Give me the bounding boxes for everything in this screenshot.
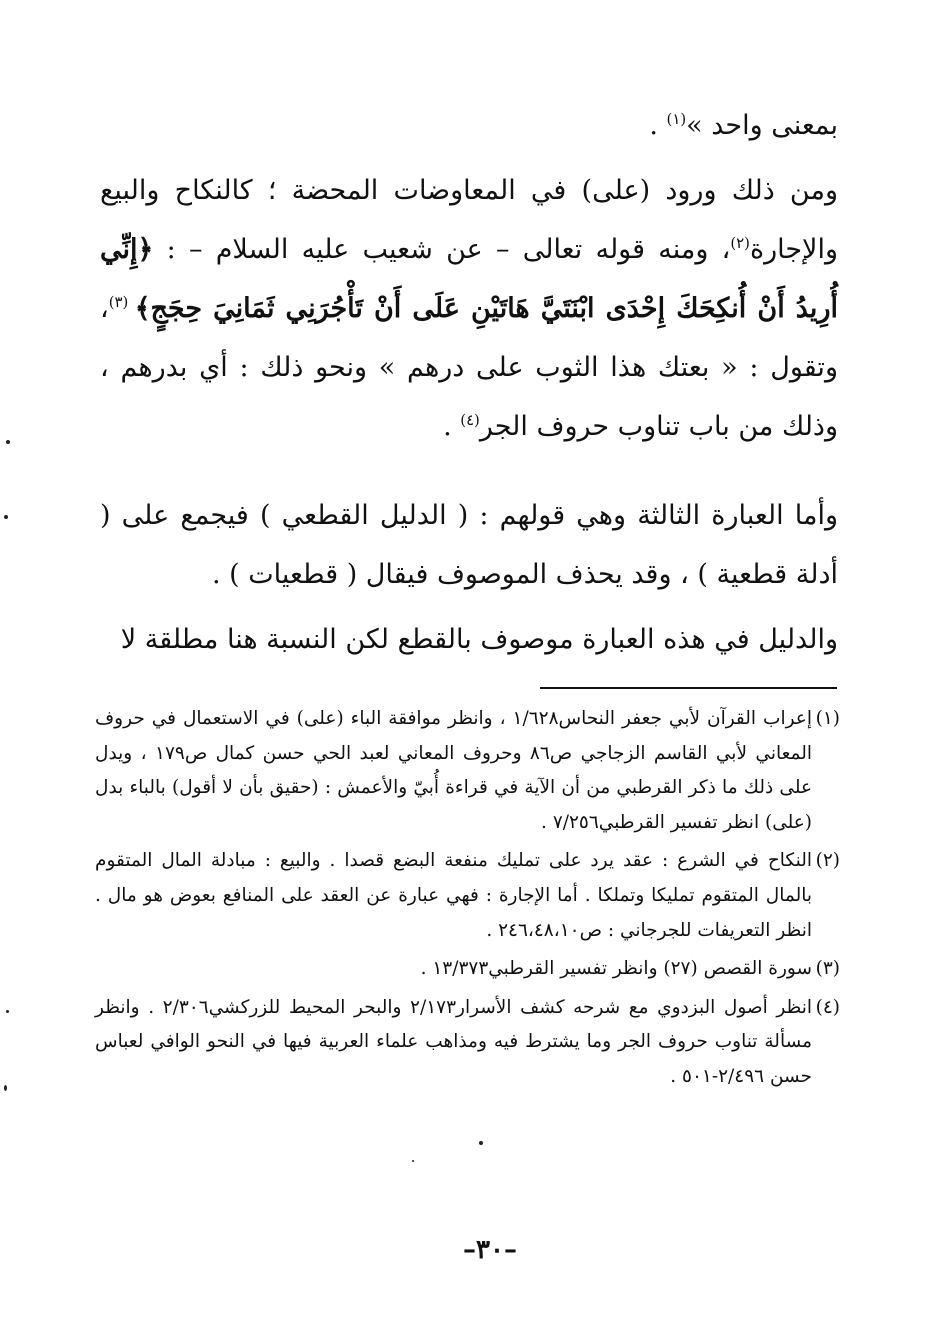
- footnote-ref-4[interactable]: (٤): [460, 411, 480, 429]
- footnote-2: [95, 844, 840, 948]
- quran-verse: ﴿إِنِّي أُرِيدُ أَنْ أُنكِحَكَ إِحْدَى ابْنَتَيَّ هَاتَيْنِ عَلَى أَنْ تَأْجُرَنِي ثَمَانِيَ حِجَجٍ﴾: [100, 234, 838, 324]
- footnote-ref-1[interactable]: (١): [666, 110, 687, 128]
- paragraph-2-end: .: [443, 411, 461, 442]
- footnote-text: انظر أصول البزدوي مع شرحه كشف الأسرار٢/١٧٣ والبحر المحيط للزركشي٢/٣٠٦ . وانظر مسألة تناوب حروف الجر وما يشترط فيه ومذاهب علماء العربية فيها في النحو الوافي لعباس حسن ٢/٤٩٦-٥٠١ .: [95, 996, 813, 1087]
- footnote-ref-3[interactable]: (٣): [108, 293, 135, 311]
- paragraph-2-text-c: ، وتقول : « بعتك هذا الثوب على درهم » ونحو ذلك : أي بدرهم ، وذلك من باب تناوب حروف الجر: [100, 293, 838, 442]
- footnote-number: (٢): [815, 850, 840, 872]
- footnote-ref-2[interactable]: (٢): [730, 234, 750, 252]
- paragraph-3: [100, 486, 838, 604]
- footnote-text: إعراب القرآن لأبي جعفر النحاس١/٦٢٨ ، وانظر موافقة الباء (على) في الاستعمال في حروف المعاني لأبي القاسم الزجاجي ص٨٦ وحروف المعاني لعبد الحي حسن كمال ص١٧٩ ، ويدل على ذلك ما ذكر القرطبي من أن الآية في قراءة أُبيّ والأعمش : (حقيق بأن لا أقول) بالباء بدل (على) انظر تفسير القرطبي٧/٢٥٦ .: [95, 708, 813, 833]
- scan-speck: [479, 1141, 483, 1145]
- footnote-text: سورة القصص (٢٧) وانظر تفسير القرطبي١٣/٣٧٣ .: [420, 958, 812, 980]
- scan-speck: [412, 1160, 414, 1162]
- paragraph-2-text-b: ، ومنه قوله تعالى – عن شعيب عليه السلام – :: [153, 234, 731, 265]
- paragraph-4-text: والدليل في هذه العبارة موصوف بالقطع لكن النسبة هنا مطلقة لا: [120, 624, 838, 655]
- footnote-number: (١): [815, 708, 840, 729]
- scan-speck: [6, 440, 10, 444]
- paragraph-1-text: بمعنى واحد »: [686, 110, 838, 141]
- footnote-4: [95, 991, 840, 1095]
- scan-speck: [4, 1085, 7, 1091]
- paragraph-3-text: وأما العبارة الثالثة وهي قولهم : ( الدليل القطعي ) فيجمع على ( أدلة قطعية ) ، وقد يحذف الموصوف فيقال ( قطعيات ) .: [100, 500, 838, 590]
- main-text: [100, 96, 838, 669]
- footnote-number: (٤): [815, 996, 841, 1018]
- scan-speck: [6, 1010, 9, 1013]
- paragraph-1-end: .: [649, 110, 667, 141]
- footnotes: [95, 702, 840, 1099]
- paragraph-1: [100, 96, 838, 155]
- page-number: –٣٠–: [463, 1235, 517, 1265]
- footnote-text: النكاح في الشرع : عقد يرد على تمليك منفعة البضع قصدا . والبيع : مبادلة المال المتقوم بالمال المتقوم تمليكا وتملكا . أما الإجارة : فهي عبارة عن العقد على المنافع بعوض هو مال . انظر التعريفات للجرجاني : ص٢٤٦،٤٨،١٠ .: [95, 850, 812, 941]
- footnote-3: [95, 952, 840, 987]
- footnote-1: [95, 702, 840, 840]
- paragraph-2-text-a: ومن ذلك ورود (على) في المعاوضات المحضة ؛ كالنكاح والبيع والإجارة: [100, 175, 838, 265]
- footnote-number: (٣): [815, 958, 840, 980]
- paragraph-4: [100, 610, 838, 669]
- footnote-separator: [540, 687, 837, 689]
- paragraph-2: [100, 161, 838, 456]
- scan-speck: [4, 515, 8, 519]
